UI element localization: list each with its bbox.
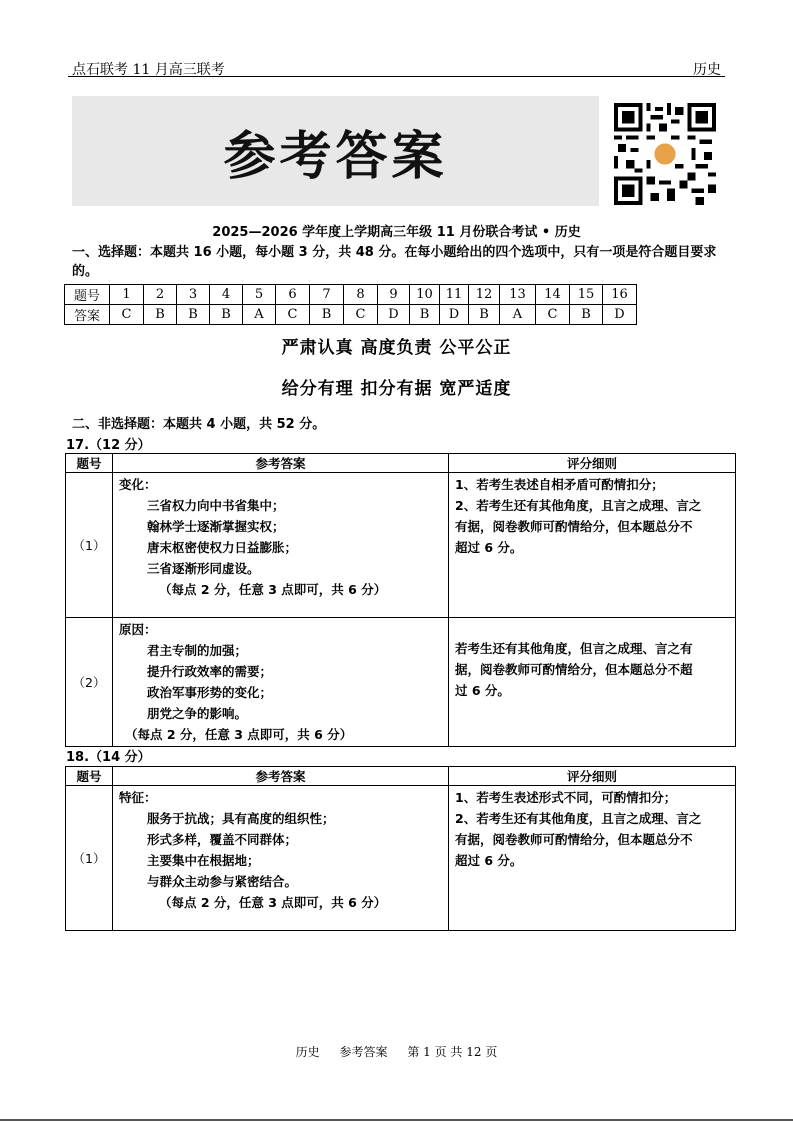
- number-cell: 1: [110, 285, 144, 305]
- section1-instructions: 一、选择题：本题共 16 小题，每小题 3 分，共 48 分。在每小题给出的四个选项中，只有一项是符合题目要求的。: [72, 245, 717, 279]
- answer-key-answer-row: [65, 305, 637, 325]
- slogan-line-1: 严肃认真 高度负责 公平公正: [281, 338, 512, 358]
- number-cell: 4: [210, 285, 243, 305]
- q18-part1-rubric: 超过 6 分。: [455, 853, 523, 868]
- q17-part1-rubric: 2、若考生还有其他角度，且言之成理、言之: [455, 498, 702, 513]
- answer-cell: B: [410, 305, 440, 325]
- number-cell: 10: [410, 285, 440, 305]
- q17-part2-point: 朋党之争的影响。: [147, 706, 248, 721]
- q18-part1-rubric: 有据，阅卷教师可酌情给分，但本题总分不: [455, 832, 693, 847]
- q18-part1-row: [66, 786, 736, 931]
- banner-title: 参考答案: [223, 125, 448, 187]
- q17-part2-heading: 原因：: [119, 622, 157, 637]
- q18-part1-note: （每点 2 分，任意 3 点即可，共 6 分）: [159, 895, 387, 910]
- q17-part1-heading: 变化：: [119, 477, 157, 492]
- q17-part2-rubric: 过 6 分。: [455, 683, 510, 698]
- header-divider: [68, 76, 725, 77]
- answer-key-table: [64, 284, 637, 325]
- row-label-number: 题号: [65, 285, 110, 305]
- qr-code-icon: [614, 103, 716, 205]
- answer-cell: C: [536, 305, 570, 325]
- col-header-no: 题号: [66, 767, 113, 786]
- answer-cell: B: [310, 305, 344, 325]
- q18-part1-point: 服务于抗战；具有高度的组织性；: [147, 811, 335, 826]
- q18-part1-rubric: 1、若考生表述形式不同，可酌情扣分；: [455, 790, 677, 805]
- q17-part1-row: [66, 473, 736, 618]
- number-cell: 13: [500, 285, 536, 305]
- title-banner: [72, 96, 599, 206]
- answer-cell: B: [469, 305, 500, 325]
- number-cell: 16: [603, 285, 637, 305]
- number-cell: 14: [536, 285, 570, 305]
- q18-part1-point: 与群众主动参与紧密结合。: [147, 874, 298, 889]
- answer-cell: B: [144, 305, 177, 325]
- slogan-line-2: 给分有理 扣分有据 宽严适度: [281, 379, 512, 399]
- number-cell: 8: [344, 285, 378, 305]
- col-header-rubric: 评分细则: [449, 767, 736, 786]
- answer-key-number-row: [65, 285, 637, 305]
- q17-part1-rubric: 超过 6 分。: [455, 540, 523, 555]
- q17-part1-point: 翰林学士逐渐掌握实权；: [147, 519, 285, 534]
- q17-part2-rubric: 据，阅卷教师可酌情给分，但本题总分不超: [455, 662, 693, 677]
- q18-part1-rubric: 2、若考生还有其他角度，且言之成理、言之: [455, 811, 702, 826]
- q17-part2-point: 政治军事形势的变化；: [147, 685, 273, 700]
- col-header-no: 题号: [66, 454, 113, 473]
- q18-part1-point: 主要集中在根据地；: [147, 853, 260, 868]
- q18-title: 18.（14 分）: [66, 750, 151, 765]
- q17-part1-rubric: 有据，阅卷教师可酌情给分，但本题总分不: [455, 519, 693, 534]
- q17-part2-rubric: 若考生还有其他角度，但言之成理、言之有: [455, 641, 693, 656]
- q17-part1-point: 唐末枢密使权力日益膨胀；: [147, 540, 298, 555]
- page-bottom-rule: [0, 1119, 793, 1121]
- answer-cell: D: [440, 305, 469, 325]
- col-header-rubric: 评分细则: [449, 454, 736, 473]
- answer-cell: C: [276, 305, 310, 325]
- number-cell: 11: [440, 285, 469, 305]
- answer-cell: C: [344, 305, 378, 325]
- q18-part1-no: （1）: [66, 786, 113, 931]
- exam-subtitle: 2025—2026 学年度上学期高三年级 11 月份联合考试 • 历史: [212, 225, 581, 240]
- q17-table: [65, 453, 736, 747]
- answer-cell: B: [210, 305, 243, 325]
- q18-part1-heading: 特征：: [119, 790, 157, 805]
- q18-part1-point: 形式多样，覆盖不同群体；: [147, 832, 298, 847]
- q17-part2-point: 提升行政效率的需要；: [147, 664, 273, 679]
- answer-cell: C: [110, 305, 144, 325]
- number-cell: 5: [243, 285, 276, 305]
- header-subject: 历史: [693, 62, 721, 78]
- section2-title: 二、非选择题：本题共 4 小题，共 52 分。: [72, 417, 326, 432]
- answer-cell: D: [378, 305, 410, 325]
- q17-part1-no: （1）: [66, 473, 113, 618]
- number-cell: 15: [570, 285, 603, 305]
- q18-table: [65, 766, 736, 931]
- header-exam-name: 点石联考 11 月高三联考: [72, 62, 225, 78]
- number-cell: 3: [177, 285, 210, 305]
- number-cell: 2: [144, 285, 177, 305]
- footer-page-number: 第 1 页 共 12 页: [407, 1045, 498, 1059]
- q17-part2-point: 君主专制的加强；: [147, 643, 248, 658]
- q17-part2-note: （每点 2 分，任意 3 点即可，共 6 分）: [125, 727, 353, 742]
- q17-part1-rubric: 1、若考生表述自相矛盾可酌情扣分；: [455, 477, 664, 492]
- number-cell: 9: [378, 285, 410, 305]
- number-cell: 7: [310, 285, 344, 305]
- answer-cell: B: [177, 305, 210, 325]
- answer-cell: B: [570, 305, 603, 325]
- footer-subject: 历史: [295, 1045, 320, 1059]
- q17-part1-point: 三省权力向中书省集中；: [147, 498, 285, 513]
- q17-part1-point: 三省逐渐形同虚设。: [147, 561, 260, 576]
- q17-title: 17.（12 分）: [66, 438, 151, 453]
- answer-cell: D: [603, 305, 637, 325]
- footer-doc: 参考答案: [339, 1045, 388, 1059]
- row-label-answer: 答案: [65, 305, 110, 325]
- q17-part1-note: （每点 2 分，任意 3 点即可，共 6 分）: [159, 582, 387, 597]
- col-header-answer: 参考答案: [113, 454, 449, 473]
- answer-cell: A: [500, 305, 536, 325]
- number-cell: 6: [276, 285, 310, 305]
- page-footer: [0, 1043, 793, 1060]
- col-header-answer: 参考答案: [113, 767, 449, 786]
- number-cell: 12: [469, 285, 500, 305]
- q17-part2-row: [66, 618, 736, 747]
- answer-cell: A: [243, 305, 276, 325]
- q17-part2-no: （2）: [66, 618, 113, 747]
